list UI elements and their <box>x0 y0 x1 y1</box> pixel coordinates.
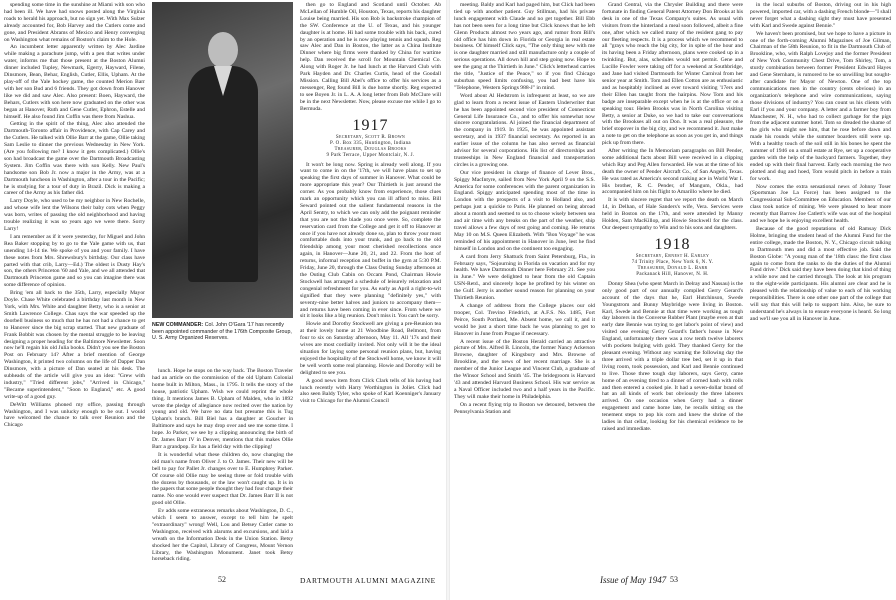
left-page-number: 52 <box>218 575 226 584</box>
paragraph: Ev adds some extraneous remarks about Washington, D. C., which I seem to answer, except to tell him he spelt "extraordinary" wrong! Well, Lou and Betsey Cutler came to Washington, received with alarums and excursions, and laid a wreath on the Information Desk in the Union Station. Betsy shocked her the Capitol, Library of Congress, Mount Vernon Library, the Washington Monument. Janet took Betsy horseback riding. <box>152 508 293 563</box>
left-page <box>0 0 446 600</box>
paragraph: A card from Jerry Shattuck from Saint Petersburg, Fla., in February says, "Sojourning in Florida on vacation and for my health. We have Dartmouth Dinner here February 21. See you in June." We were delighted to hear from the old Captain USN-Retd., and sincerely hope he profited by his winter on the Gulf. Jerry is another sound reason for planning on your Thirtieth Reunion. <box>454 253 595 302</box>
treasurer-line: Treasurer, Donald L. Barr <box>637 265 708 271</box>
paragraph: I am remember as if it were yesterday, for Miguel and John Rea Baker stopping by to go to the Yale game with us, that unending 14-14 tie. We spoke of you and your family. I have these notes from Mrs. Shrewsbury's birthday. Our class have parted with that crib, Larry—Ed.) The oldest is Dusty Hay's son, the others Princeton '60 and Yale, and we all attended that Dartmouth Princeton game and so you can imagine there was some difference of opinion. <box>4 233 145 289</box>
paragraph: Bring 'em all back to the 35th, Larry, especially Mayor Doyle. Chase White celebrated a birthday last month in New York, with Mrs. White and daughter Betty, who is a senior at Smith Lawrence College. Chas says the war speeded up the doorbell business so much that he has not had a chance to get to Hanover since the big scrap started. That new graduate of Frank Bobbit was chosen by the mental struggle to be leaving designing a proper heading for the Baltimore Newsletter. Soon now he'll regain his old Julia books. Didn't you see the Boston Post on February 14? After a brief mention of George Washington, it printed two columns on the life of Dapper Dan Dinsmore, with a picture of Dan seated at his desk. The subheads of the article will give you an idea: "Grew with industry," "Tried different jobs," "Arrived in Chicago," "Became superintendent," "Soon to England," etc. A good write-up of a good guy. <box>4 290 145 400</box>
paragraph: We haven't been promised, but we hope to have a picture in one of the forth-coming Alumni Magazines of Joe Gilman, Chairman of the 58th Reunion, to fit in the Dartmouth Club of Brookline, who, with Ralph Lovejoy and the former President of New York Community Chest Drive, Tom Shirley, Tom, a sturdy combination between former President Edward Hayes and Gene Sternham, is rumored to be so unwilling but sought-after candidate for Mayor of Newton. One of the top communications men in the country (cents obvious) in an organization's telephone and wire communications, saying those divisions of industry? You can count us his clients with Earl if you and your company. A letter and a farmer boy from Manchester, N. H., who had to collect garbage for the pigs from the adjacent summer hotel. Tom so dreaded the shame of the girls who might see him, that he rose before dawn and made his rounds while the summer boarders still were up. With a healthy touch of the soil still in his bones he spent the summer of 1946 on a small estate at Rye, set up a cooperative garden with the help of the backyard farmers. Together, they ended up with their final harvest. Early each morning the two plotted and dug and hoed, Tom would pitch in before a train for work. <box>750 30 891 182</box>
paragraph: meeting. Baldy and Karl had paged him, but Click had been tied up with another patient. Guy Stillman, had his private lunch engagement with Claude and no get together. Bill Ebb has not been seen for a long time but Click knows that he left Glenn Products almost two years ago, and rumor from Bill's old office has him down in Florida or Georgia in real estate business. Of himself Click says, "The only thing new with me is one daughter married and still manufacture only a couple of serious operations. All down hill and step going now. Hope to see the gang at the Thirtieth in June." Click's letterhead carries the title, "Justice of the Peace," so if you find Chicago suburban speed limits confusing, you had best have his "Telephone, Western Springs 988-J" in mind. <box>454 2 595 91</box>
paragraph: spending some time in the sunshine at Miami with son who had been ill. We have had snows posted along the Virginia roads to herald his approach, but no sign yet. With Max Sulzer already accounted for, Bob Harvey and the Cutlers come and gone, and President Abrams of Mexico and Henry converging on Washington what remains of Boston's claim to the Hole. <box>4 2 145 43</box>
class-year: 1918 <box>654 235 691 253</box>
class-heading-1917 <box>300 117 441 159</box>
caption-lead: NEW COMMANDER: <box>152 322 204 328</box>
paragraph: Because of the good reputations of old Ramsay Dick Holme, bringing the student head of the Alumni Fund for the entire college, made the Boston, N. Y., Chicago circuit talking to Dartmouth men and did a most effective job. Said the Boston Globe: "A young man of the '18th class: the first class again to come from the ranks to do the duties of the Alumni Fund drive." Dick said they have been doing that kind of thing a while now and he carried through. The look at his program to the eight-wide participants. His alumni are clear and he is pleased with the relationship of value to each of his working responsibilities. There is one other one part of the college that will say that this will help to support him. Also, be sure to understand he's always in to ensure everyone is heard. So long and we'll see you all in Hanover in June. <box>750 226 891 322</box>
secretary-address: P. O. Box 335, Huntington, Indiana <box>330 140 411 146</box>
paragraph: Now comes the extra sensational news of Johnny Toser (Sportsman Joe La Force) has been assigned to the Congressional Sub-Committee on Education. Members of our class took notice of mining. We were pleased to hear more recently that Barrow Joe Catlett's wife was out of the hospital and we hope he is enjoying excellent health. <box>750 183 891 225</box>
portrait-uniform <box>188 66 258 282</box>
paragraph: A recent issue of the Boston Herald carried an attractive picture of Mrs. Alfred B. Lincoln, the former Nancy Ackerson Browne, daughter of Kingsbury and Mrs. Browne of Brookline, and the news of her recent marriage. She is a member of the Junior League and Vincent Club, a graduate of the Winsor School and Smith '45. The bridegroom is Harvard '43 and attended Harvard Business School. His war service as a Naval Officer included two and a half years in the Pacific. They will make their home in Philadelphia. <box>454 338 595 400</box>
right-column-3 <box>750 2 891 564</box>
photo-caption <box>152 322 293 342</box>
paragraph: Larry Doyle, who used to be my neighbor in New Rochelle, and whose wife lent the Wilsons their baby cots when Peggy was born, writes of passing the old neighborhood and having trouble realizing it was so years ago we were there. Sorry Larry! <box>4 198 145 232</box>
secretary-address: 74 Trinity Place, New York 6, N. Y. <box>631 259 714 265</box>
left-column-3 <box>300 2 441 564</box>
paragraph: A change of address from the College places our old trooper, Col. Trevino Friedrich, at A.F.S. No. 1485, Fort Peirce, South Portland, Me. Absent home, we call it, and it would be just a short time back he was planning to get to Hanover in June from Prague if necessary. <box>454 302 595 337</box>
portrait-head <box>208 32 238 68</box>
class-heading-1918 <box>602 236 743 278</box>
paragraph: in the local suburbs of Boston, driving out in his high powered, imported car, with a dashing French blonde—"I shall never forget what a dashing sight they must have presented with Karl and Swede against Bennie." <box>750 2 891 29</box>
secretary-line: Secretary, Scott R. Brown <box>335 134 406 140</box>
paragraph: DeWitt Williams phoned my office, passing through Washington, and I was unlucky enough to be out. I would have welcomed the chance to talk over Reunion and the Chicago <box>4 401 145 429</box>
paragraph: It is with sincere regret that we report the death on March 14, in Delhan, of Hale Sanders's wife, Vera. Services were held in Boston on the 17th, and were attended by Manny Holden, Sam MacKillop, and Howie Stockwell for the class. Our deepest sympathy to Win and to his sons and daughters. <box>602 197 743 231</box>
magazine-name: DARTMOUTH ALUMNI MAGAZINE <box>300 576 436 585</box>
caption-text: Col. John O'Gara '17 has recently been appointed commander of the 176th Composite Group, U. S. Army Organized Reserves. <box>152 322 292 341</box>
portrait-figure <box>188 32 258 282</box>
right-column-2 <box>602 2 743 564</box>
paragraph: It is wonderful what these children do, now changing the old man's name from Oliver J. to O. James. Their new will be bell to pay for Pallet Jr. changes over to E. Humphrey Parker. Of course old Ollie may be seeing three or fold trouble with the dozens by thousands, or the law won't caught up. It is in the papers that some people thought they had four change their name. No one would ever suspect that Dr. James Barr II is not good old Ollie. <box>152 451 293 507</box>
treasurer-address: Packanack Hill, Hanover, N. H. <box>636 271 709 277</box>
secretary-line: Secretary, Ernest H. Earley <box>635 253 710 259</box>
left-column-1 <box>4 2 145 564</box>
treasurer-line: Treasurer, Douglas Brooks <box>334 146 407 152</box>
paragraph: A good news item from Click Clark tells of his having had lunch recently with Harry Worthington in Joliet. Click had also seen Baldy Tyler, who spoke of Karl Koenniger's January visit to Chicago for the Alumni Council <box>300 377 441 405</box>
paragraph: Getting in the spirit of the thing, Alec also attended the Dartmouth-Toronto affair in Providence, with Cap Carey and the Cutlers. He talked with Ollie Barr at the game, Ollie taking Sam Leslie to dinner the previous Wednesday in New York. (Are you following me? I know it gets complicated.) Ollie's son had broadcast the game over the Dartmouth Broadcasting System. Jim Coffin was there with son Kelly. New Paul's handsome son Bob Jr. now a major in the Army, was at a Dartmouth luncheon in Washington, after a tour in the Pacific; he is studying for a tour of duty in Brazil. Dick is making a career of the Army as his father did. <box>4 121 145 197</box>
paragraph: On a recent flying trip to Boston we detoured, between the Pennsylvania Station and <box>454 401 595 415</box>
right-page <box>450 0 896 600</box>
commander-photo <box>152 2 293 318</box>
paragraph: It won't be long now. Spring is already well along. If you want to come in on the '17th, we will have plans to set up speaking the first days of summer in Hanover. What could be more appropriate this year? Our Thirtieth is just around the corner. As you probably know from experience, those clues mark an opportunity which you can ill afford to miss. Bill Seward pointed out the salient fundamental reasons in the April Sentry, to which we can only add the poignant reminder that you are not the blade you once were. So, complete the reservation card from the College and get it off to Hanover at once if you have not already done so, plan to throw your most comfortable duds into your trunk, and go back to the old friendship among your most cherished recollections once again, in Hanover—June 20, 21, and 22. From the host of returns, informal reception and buffet in the gym at 5:30 P.M. Friday, June 20, through the Class Outing Sunday afternoon at the Outing Club Cabin on Occam Pond, Chairman Howie Stockwell has arranged a schedule of leisurely relaxation and congenial refreshment for you. As early as April a right-to-wit signified that they were planning "definitely yes," with seventy-nine better halves and juniors to accompany them—and returns have been coming in ever since. From where we sit it looks like a big reunion. Don't miss it. You can't be sorry. <box>300 161 441 320</box>
paragraph: Our vice president in charge of finance of Lever Bros., Spiggy MacIntyre, sailed from New York April 9 on the S.S. America for some conferences with the parent organization in England. Spiggy anticipated spending most of the time in London with the prospects of a visit to Holland also, and perhaps just a quickie to Paris. He planned on being abroad about a month and seemed to us to choose wisely between sea and air time with any breaks on the part of the weather, ship travel allows a few days of rest going and coming. He returns May 10 on M.S. Queen Elizabeth. With "Bon Voyage" he was reminded of his appointment in Hanover in June, lest he find himself in London and on the continent too engaging. <box>454 169 595 252</box>
paragraph: Donny Shea (who spent March in Delray and Nassau) is the only good part of our annually compiled Gerry Gerard's account of the days that he, Earl Hutchinson, Swede Youngstrom and Bunny Maybridge were living in Boston. Karl, Swede and Bennie at that time were working as tough day laborers in the Converse Rubber Plant (maybe even at that early date Bennie was trying to get labor's point of view) and visited one evening Gerry Gerard's father's house in New England, unfortunately there was a row tenth twelve laborers with pockets bulging with gold. They thanked Gerry for the pleasant evening. Without any warning the following day the three arrived with a triple dollar tree bed, set it up in that living room, took possession, and Karl and Bennie continued to live. Those three tough day laborers, says Gerry, came home of an evening tired to a dinner of corned hash with rolls and then entered a cooked pie. It had a seven-dollar brand of hat an all kinds of work but obviously the three laborers arrived. On one occasion when Gerry had a dinner engagement and came home late, he recalls sitting on the tenement steps to pop his corn and knew the shrine of the ladies in that cellar, looking for his chemical evidence to be raised and immediate. <box>602 280 743 432</box>
paragraph: lunch. Hope he stops on the way back. The Boston Traveler had an article on the commission of the old Upham Colonial home built in Milton, Mass., in 1795. It tells the story of the house, patriotic Upham. Wish we could reprint the whole thing. It mentions James B. Upham of Malden, who in 1892 wrote the pledge of allegiance now recited over the nation by young and old. We have no data but presume this is Tug Upham's branch. Bill Biel has a daughter at Goucher in Baltimore and says he may drop over and see me some time. I hope. Jo Parker, we see by a clipping announcing the birth of Dr. James Barr IV in Denver, mentions that this makes Ollie Barr a grandpop. Ev has a field day with the clipping! <box>152 368 293 450</box>
paragraph: Howie and Dorothy Stockwell are giving a pre-Reunion tea at their lovely home at 21 Woodbine Road, Belmont, from four to six on Saturday afternoon, May 11. All '17s and their wives are most cordially invited. Not only will it be the ideal situation for laying some personal reunion plans, but, having enjoyed the hospitality of the Stockwell home, we know it will be well worth some real planning. Howie and Dorothy will be delighted to see you. <box>300 321 441 376</box>
issue-date: Issue of May 1947 <box>600 575 667 585</box>
paragraph: After writing the In Memoriam paragraphs on Bill Pender, some additional facts about Bill were received in a clipping which Ray and Peg Allen forwarded. He was at the time of his death the owner of Pender Aircraft Co., of San Angelo, Texas. He was rated as America's second ranking ace in World War I. His brother, R. C. Pender, of Mangum, Okla., had accompanied him on his flight to Amarillo where he died. <box>602 148 743 196</box>
paragraph: then go to England and Scotland until October. Ab McLellan of Humble Oil, Houston, Texas, reports his daughter Louise being married. His son Bob is backstroke champion of the SW. Conference at the U. of Texas, and his younger daughter is at home. Hi had some trouble with his back, cured by an operation and he is now playing tennis and squash. Reg saw Alec and Dan in Boston, the latter as a China Institute Dinner where big firms were thanked by China for wartime help. Dan received the scroll for Mountain Chemical Co. Along with Roger Jr. he had lunch at the Harvard Club with Park Hayden and Dr. Charles Curtis, head of the Goodall Mission. Calling Bill Abel's office to offer his services as a messenger, Reg found Bill is due home shortly. Reg expected to see Boyen Jr. in L. A. A long letter from Bob McClure will be in the next Newsletter. Now, please excuse me while I go to Bermuda. <box>300 2 441 112</box>
paragraph: Word about Al Hedstrom is infrequent at least, so we are glad to learn from a recent issue of Eastern Underwriter that he has been appointed second vice president of Connecticut General Life Insurance Co., and to offer his somewhat now sincere congratulations. Al joined the financial department of the company in 1919. In 1925, he was appointed assistant secretary, and in 1937 financial secretary. As reported in an earlier issue of the column he has also served as financial advisor for several corporations. His list of directorships and trusteeships in New England financial and transportation circles is a growing one. <box>454 92 595 168</box>
paragraph: Grand Central, via the Chrysler Building and there were fortunate in finding General Patent Attorney Don Brooks at his desk in one of the Texas Company's suites. As usual with visitors from the hinterland a meal soon followed, albeit a fine one, after which we called many of the resident gang to pay our fleeting respects. It is a process which we recommend to all "grays who reach the big city, for in spite of the hour and its having been a Friday afternoon, plans were cooked up in a twinkling. But, alas, schedules would not permit. Gene and Lucille Fowler were taking off for a weekend at Southbridge, and Jane had visited Dartmouth for Winter Carnival from her senior year at Smith. Tom and Ellen Cotton are as enthusiastic and as hospitably inclined as ever toward visiting '17ers and their Ellen has taught from the hairpins. Now Tom and his badge are inseparable except when he is at the office or on a speaking tour. Helen Brooks was in North Carolina visiting Betty, a senior at Duke, so we had to take our conversations with the Brookses all out on Don. It was a real pleasure, the brief stopover in the big city, and we recommend it. Just make a note to get on the telephone as soon as you get in, and things pick up from there. <box>602 2 743 147</box>
right-column-1 <box>454 2 595 564</box>
treasurer-address: 9 Park Terrace, Upper Montclair, N. J. <box>326 152 415 158</box>
left-column-2 <box>152 368 293 564</box>
right-page-number: 53 <box>670 575 678 584</box>
paragraph: An incumbent letter apparently written by Alec Jardine while making a parachute jump, with a pen that writes under water, informs me that those present at the Boston Alumni dinner included Tupley, Newmark, Egerry, Hayward, Filene, Dinsmore, Bean, Behar, English, Cutler, Ellis, Upham. At the play-off of the Yale hockey game, the counted Merion Barr with her son Bud and 6 friends. They got down from Hanover like we did and saw Alec. Also present: Boen, Hayward, the Behars, Cutlers with son here now graduated on the other was began at Hanover, Ruth and Gene Cutler, Ephron, Estelle and himself. He also found Jim Coffin was there from Nashua. <box>4 44 145 120</box>
class-year: 1917 <box>352 116 389 134</box>
